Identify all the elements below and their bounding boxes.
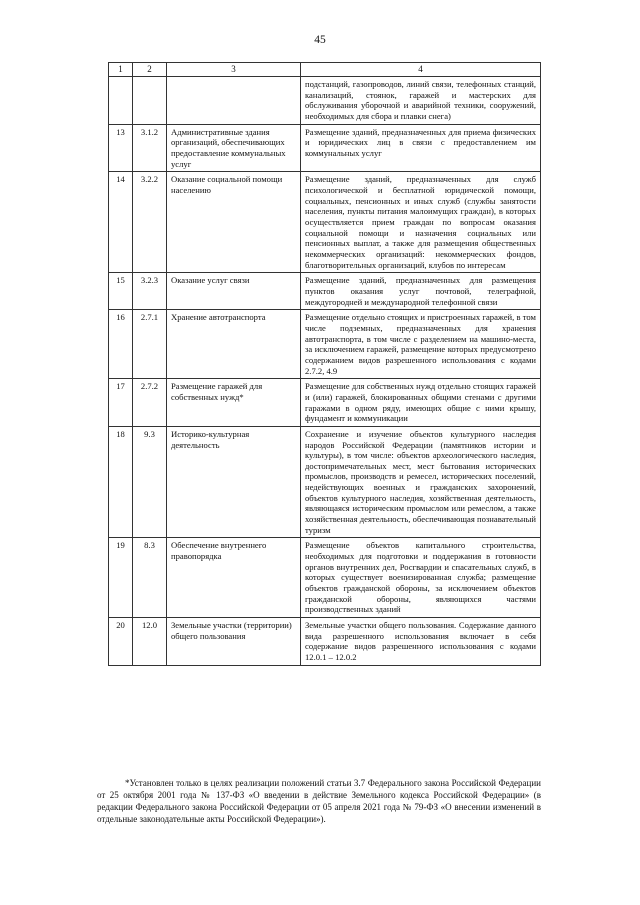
- table-row: [109, 273, 541, 310]
- table-row: [109, 426, 541, 538]
- row-number: [109, 77, 133, 125]
- row-name: Оказание услуг связи: [167, 273, 301, 310]
- header-col-2: 2: [133, 63, 167, 77]
- row-code: [133, 77, 167, 125]
- row-code: 9.3: [133, 426, 167, 538]
- row-code: 2.7.1: [133, 310, 167, 379]
- header-col-3: 3: [167, 63, 301, 77]
- table-row: [109, 310, 541, 379]
- row-number: 19: [109, 538, 133, 618]
- row-number: 16: [109, 310, 133, 379]
- row-description: подстанций, газопроводов, линий связи, телефонных станций, канализаций, стоянок, гаражей и мастерских для обслуживания уборочной и аварийной техники, сооружений, необходимых для сбора и плавки снега): [301, 77, 541, 125]
- row-name: Историко-культурная деятельность: [167, 426, 301, 538]
- row-description: Размещение зданий, предназначенных для служб психологической и бесплатной юридической помощи, социальных, пенсионных и иных служб (службы занятости населения, пункты питания малоимущих граждан), в которых осуществляется прием граждан по вопросам оказания социальной помощи и назначения социальных или пенсионных выплат, а также для размещения общественных некоммерческих организаций: некоммерческих фондов, благотворительных организаций, клубов по интересам: [301, 172, 541, 273]
- table-row: [109, 77, 541, 125]
- footnote: *Установлен только в целях реализации положений статьи 3.7 Федерального закона Российской Федерации от 25 октября 2001 года № 137-ФЗ «О введении в действие Земельного кодекса Российской Федерации» (в редакции Федерального закона Российской Федерации от 05 апреля 2021 года № 79-ФЗ «О внесении изменений в отдельные законодательные акты Российской Федерации»).: [97, 778, 541, 824]
- table-row: [109, 538, 541, 618]
- row-code: 3.2.3: [133, 273, 167, 310]
- row-description: Земельные участки общего пользования. Содержание данного вида разрешенного использования включает в себя содержание видов разрешенного использования с кодами 12.0.1 – 12.0.2: [301, 618, 541, 666]
- row-code: 12.0: [133, 618, 167, 666]
- row-description: Размещение для собственных нужд отдельно стоящих гаражей и (или) гаражей, блокированных общими стенами с другими гаражами в одном ряду, имеющих общие с ними крышу, фундамент и коммуникации: [301, 379, 541, 427]
- row-code: 8.3: [133, 538, 167, 618]
- row-name: Хранение автотранспорта: [167, 310, 301, 379]
- row-name: Земельные участки (территории) общего пользования: [167, 618, 301, 666]
- row-number: 13: [109, 124, 133, 172]
- row-code: 3.2.2: [133, 172, 167, 273]
- table-row: [109, 379, 541, 427]
- row-description: Размещение зданий, предназначенных для приема физических и юридических лиц в связи с предоставлением им коммунальных услуг: [301, 124, 541, 172]
- row-number: 15: [109, 273, 133, 310]
- row-name: Административные здания организаций, обеспечивающих предоставление коммунальных услуг: [167, 124, 301, 172]
- page-number: 45: [314, 34, 326, 46]
- row-number: 20: [109, 618, 133, 666]
- table-row: [109, 124, 541, 172]
- row-name: Оказание социальной помощи населению: [167, 172, 301, 273]
- table-header-row: [109, 63, 541, 77]
- row-name: Обеспечение внутреннего правопорядка: [167, 538, 301, 618]
- row-name: Размещение гаражей для собственных нужд*: [167, 379, 301, 427]
- row-number: 17: [109, 379, 133, 427]
- header-col-4: 4: [301, 63, 541, 77]
- row-description: Размещение зданий, предназначенных для размещения пунктов оказания услуг почтовой, телеграфной, междугородней и международной телефонной связи: [301, 273, 541, 310]
- row-number: 14: [109, 172, 133, 273]
- row-name: [167, 77, 301, 125]
- table-row: [109, 618, 541, 666]
- row-code: 3.1.2: [133, 124, 167, 172]
- row-description: Сохранение и изучение объектов культурного наследия народов Российской Федерации (памятников истории и культуры), в том числе: объектов археологического наследия, достопримечательных мест, мест бытования исторических промыслов, производств и ремесел, исторических поселений, недействующих военных и гражданских захоронений, объектов культурного наследия, хозяйственная деятельность, являющаяся историческим промыслом или ремеслом, а также хозяйственная деятельность, обеспечивающая познавательный туризм: [301, 426, 541, 538]
- table-row: [109, 172, 541, 273]
- row-code: 2.7.2: [133, 379, 167, 427]
- row-description: Размещение объектов капитального строительства, необходимых для подготовки и поддержания в готовности органов внутренних дел, Росгвардии и спасательных служб, в которых существует военизированная служба; размещение объектов гражданской обороны, за исключением объектов гражданской обороны, являющихся частями производственных зданий: [301, 538, 541, 618]
- header-col-1: 1: [109, 63, 133, 77]
- land-use-table: [108, 62, 541, 666]
- row-description: Размещение отдельно стоящих и пристроенных гаражей, в том числе подземных, предназначенных для хранения автотранспорта, в том числе с разделением на машино-места, за исключением гаражей, размещение которых предусмотрено содержанием видов разрешенного использования с кодами 2.7.2, 4.9: [301, 310, 541, 379]
- row-number: 18: [109, 426, 133, 538]
